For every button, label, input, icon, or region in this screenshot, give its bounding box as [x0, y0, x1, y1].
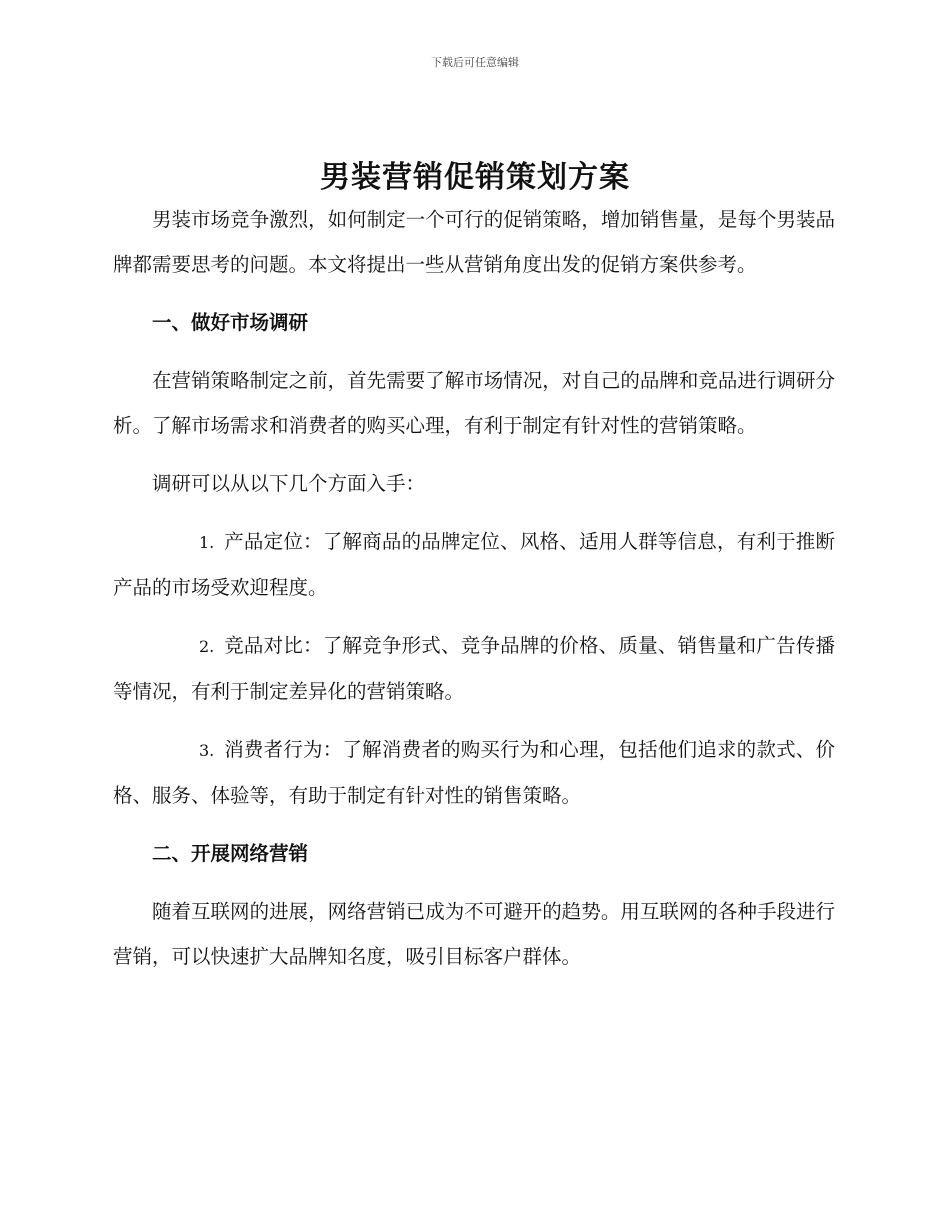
document-title: 男装营销促销策划方案 [320, 160, 630, 195]
list-number: 3. [199, 741, 215, 760]
intro-paragraph: 男装市场竞争激烈，如何制定一个可行的促销策略，增加销售量，是每个男装品牌都需要思考的问题。本文将提出一些从营销角度出发的促销方案供参考。 [113, 208, 835, 276]
list-item-1 [113, 519, 835, 610]
document-body [113, 197, 835, 979]
section-1-lead: 调研可以从以下几个方面入手： [152, 472, 426, 495]
list-item-2 [113, 623, 835, 714]
list-number: 1. [199, 533, 215, 552]
section-2-heading: 二、开展网络营销 [152, 842, 309, 865]
section-2-paragraph: 随着互联网的进展，网络营销已成为不可避开的趋势。用互联网的各种手段进行营销，可以快速扩大品牌知名度，吸引目标客户群体。 [113, 900, 835, 968]
page-header-note: 下载后可任意编辑 [431, 56, 519, 69]
list-item-text: 竞品对比：了解竞争形式、竞争品牌的价格、质量、销售量和广告传播等情况，有利于制定差异化的营销策略。 [113, 634, 835, 703]
section-1-paragraph: 在营销策略制定之前，首先需要了解市场情况，对自己的品牌和竞品进行调研分析。了解市场需求和消费者的购买心理，有利于制定有针对性的营销策略。 [113, 369, 835, 437]
list-item-3 [113, 727, 835, 818]
list-number: 2. [199, 637, 215, 656]
section-1-heading: 一、做好市场调研 [152, 311, 309, 334]
list-item-text: 消费者行为：了解消费者的购买行为和心理，包括他们追求的款式、价格、服务、体验等，有助于制定有针对性的销售策略。 [113, 738, 835, 807]
list-item-text: 产品定位：了解商品的品牌定位、风格、适用人群等信息，有利于推断产品的市场受欢迎程度。 [113, 530, 835, 599]
